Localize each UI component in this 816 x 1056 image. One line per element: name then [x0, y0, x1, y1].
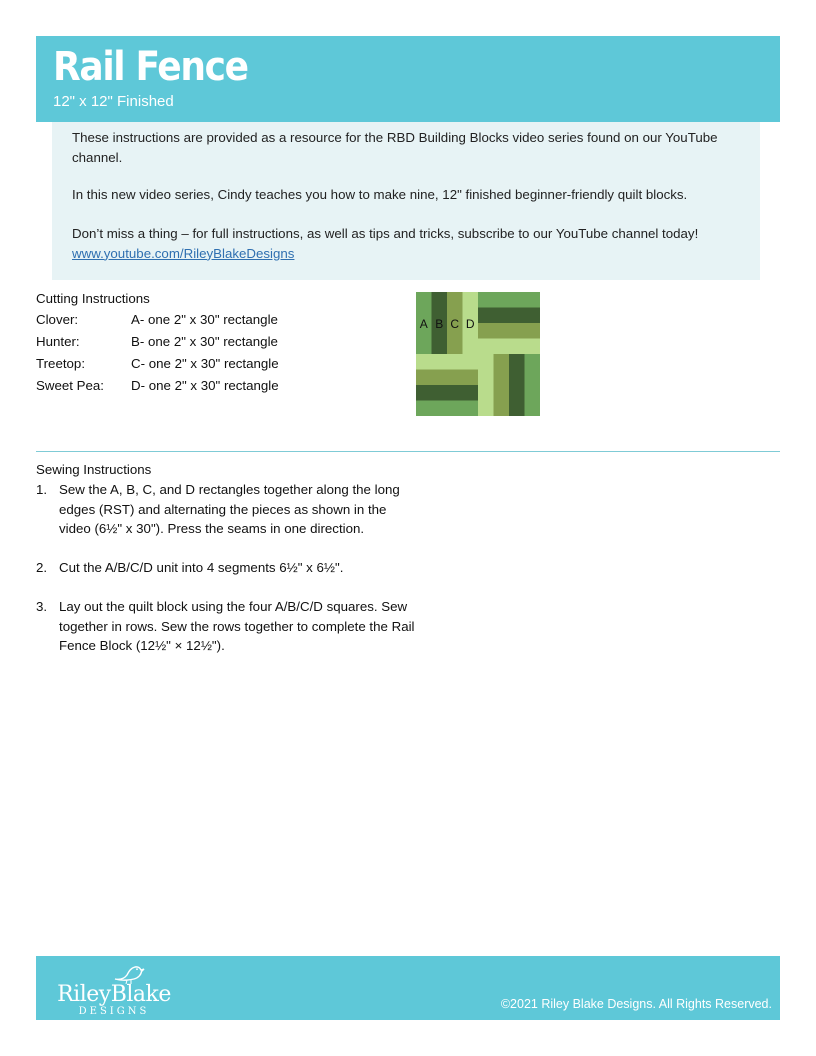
- block-strip: [494, 354, 510, 416]
- intro-paragraph-2: In this new video series, Cindy teaches you how to make nine, 12" finished beginner-friendly quilt blocks.: [72, 187, 688, 202]
- riley-blake-logo: [44, 962, 194, 1018]
- strip-label-b: B: [435, 317, 444, 331]
- step-number: 1.: [36, 482, 48, 497]
- page-subtitle: 12" x 12" Finished: [53, 93, 174, 110]
- sewing-title: Sewing Instructions: [36, 462, 152, 477]
- block-strip: [478, 308, 540, 324]
- intro-paragraph-3-text: Don’t miss a thing – for full instructions, as well as tips and tricks, subscribe to our YouTube channel today!: [72, 226, 699, 241]
- block-strip: [525, 354, 541, 416]
- bird-icon: [112, 962, 146, 984]
- cutting-title: Cutting Instructions: [36, 291, 150, 306]
- step-number: 3.: [36, 599, 48, 614]
- sewing-step: [36, 558, 416, 578]
- rail-fence-block-image: [416, 292, 540, 416]
- step-text: Cut the A/B/C/D unit into 4 segments 6½" x 6½".: [59, 560, 344, 575]
- block-strip: [478, 339, 540, 355]
- fabric-name: Sweet Pea:: [36, 378, 105, 393]
- block-strip: [478, 292, 540, 308]
- footer-banner: [36, 956, 780, 1020]
- block-strip: [416, 354, 478, 370]
- block-strip: [509, 354, 525, 416]
- step-text: Sew the A, B, C, and D rectangles together along the long edges (RST) and alternating the pieces as shown in the video (6½" x 30"). Press the seams in one direction.: [59, 482, 400, 536]
- copyright-notice: ©2021 Riley Blake Designs. All Rights Reserved.: [500, 997, 772, 1011]
- rail-fence-block-diagram: [416, 292, 540, 416]
- sewing-steps-list: [36, 480, 416, 656]
- fabric-name: Hunter:: [36, 334, 80, 349]
- cut-description: A- one 2" x 30" rectangle: [131, 312, 278, 327]
- sewing-step: [36, 597, 416, 656]
- section-divider: [36, 451, 780, 452]
- step-number: 2.: [36, 560, 48, 575]
- block-strip: [416, 385, 478, 401]
- cut-description: D- one 2" x 30" rectangle: [131, 378, 279, 393]
- page-title: Rail Fence: [53, 44, 248, 90]
- step-text: Lay out the quilt block using the four A/B/C/D squares. Sew together in rows. Sew the rows together to complete the Rail Fence Block (12½" × 12½").: [59, 599, 415, 653]
- block-strip: [478, 354, 494, 416]
- fabric-name: Clover:: [36, 312, 79, 327]
- logo-subtitle: DESIGNS: [78, 1006, 150, 1017]
- header-banner: [36, 36, 780, 122]
- cut-description: C- one 2" x 30" rectangle: [131, 356, 279, 371]
- cut-description: B- one 2" x 30" rectangle: [131, 334, 278, 349]
- logo-wordmark: RileyBlake: [57, 982, 171, 1007]
- strip-label-d: D: [465, 317, 475, 331]
- strip-label-a: A: [419, 317, 428, 331]
- intro-paragraph-1: These instructions are provided as a resource for the RBD Building Blocks video series found on our YouTube channel.: [72, 130, 718, 165]
- block-strip: [478, 323, 540, 339]
- fabric-name: Treetop:: [36, 356, 86, 371]
- sewing-step: [36, 480, 416, 539]
- block-strip: [416, 401, 478, 417]
- intro-paragraph-3: [72, 224, 732, 263]
- strip-label-c: C: [450, 317, 460, 331]
- intro-box: [52, 122, 760, 280]
- youtube-link[interactable]: www.youtube.com/RileyBlakeDesigns: [72, 245, 295, 261]
- block-strip: [416, 370, 478, 386]
